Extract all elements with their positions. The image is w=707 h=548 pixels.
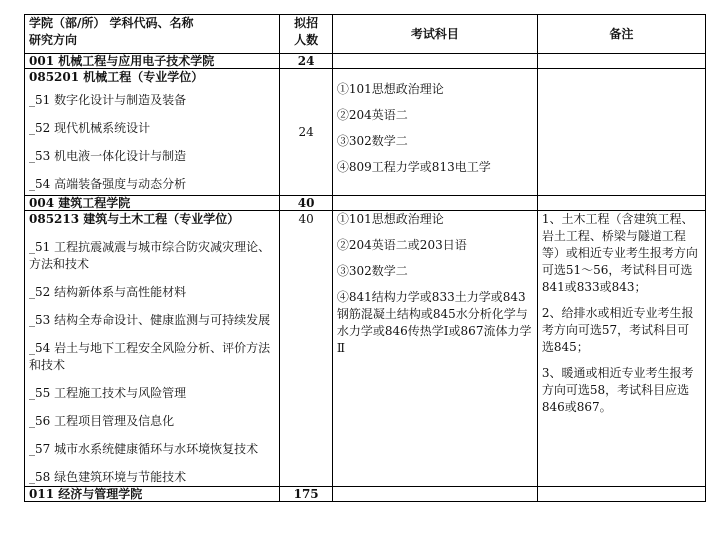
major-count: 24: [280, 69, 333, 196]
major-subjects: [332, 69, 537, 196]
direction-item: _53 机电液一体化设计与制造: [29, 149, 187, 163]
direction-item: _58 绿色建筑环境与节能技术: [29, 470, 187, 484]
note-item: 3、暖通或相近专业考生报考方向可选58，考试科目应选846或867。: [541, 366, 694, 414]
subject-item: ③302数学二: [336, 264, 408, 278]
direction-item: _54 岩土与地下工程安全风险分析、评价方法和技术: [29, 341, 271, 372]
major-cell: [25, 211, 280, 487]
major-count: 40: [280, 211, 333, 487]
school-row-011: [25, 487, 706, 502]
school-count: 24: [280, 54, 333, 69]
subject-item: ②204英语二或203日语: [336, 238, 467, 252]
header-count-line2: 人数: [294, 33, 319, 47]
direction-item: _57 城市水系统健康循环与水环境恢复技术: [29, 442, 259, 456]
school-count: 40: [280, 196, 333, 211]
header-program-line2: 研究方向: [29, 33, 78, 47]
header-program-line1: 学院（部/所） 学科代码、名称: [29, 16, 194, 30]
major-row-085201: [25, 69, 706, 196]
major-subjects: [332, 211, 537, 487]
direction-item: _53 结构全寿命设计、健康监测与可持续发展: [29, 313, 271, 327]
note-item: 2、给排水或相近专业考生报考方向可选57，考试科目可选845；: [541, 306, 694, 354]
direction-item: _52 现代机械系统设计: [29, 121, 151, 135]
school-count: 175: [280, 487, 333, 502]
header-notes: 备注: [537, 15, 705, 54]
subject-item: ④809工程力学或813电工学: [336, 160, 491, 174]
school-notes-empty: [537, 54, 705, 69]
header-program: [25, 15, 280, 54]
major-notes: [537, 211, 705, 487]
school-row-004: [25, 196, 706, 211]
school-subjects-empty: [332, 54, 537, 69]
subject-item: ①101思想政治理论: [336, 82, 444, 96]
school-name: 011 经济与管理学院: [25, 487, 280, 502]
direction-item: _56 工程项目管理及信息化: [29, 414, 175, 428]
subject-item: ③302数学二: [336, 134, 408, 148]
header-subjects: 考试科目: [332, 15, 537, 54]
direction-item: _51 工程抗震减震与城市综合防灾减灾理论、方法和技术: [29, 240, 271, 271]
header-count-line1: 拟招: [294, 16, 319, 30]
school-subjects-empty: [332, 196, 537, 211]
school-name: 004 建筑工程学院: [25, 196, 280, 211]
note-item: 1、土木工程（含建筑工程、岩土工程、桥梁与隧道工程等）或相近专业考生报考方向可选51～56，考试科目可选841或833或843；: [541, 212, 698, 294]
subject-item: ④841结构力学或833土力学或843钢筋混凝土结构或845水分析化学与水力学或846传热学Ⅰ或867流体力学Ⅱ: [336, 290, 532, 355]
school-notes-empty: [537, 196, 705, 211]
major-name: 085201 机械工程（专业学位）: [29, 70, 204, 84]
header-count: [280, 15, 333, 54]
subject-item: ①101思想政治理论: [336, 212, 444, 226]
subject-item: ②204英语二: [336, 108, 408, 122]
admissions-table: [24, 14, 706, 502]
direction-item: _55 工程施工技术与风险管理: [29, 386, 187, 400]
school-row-001: [25, 54, 706, 69]
major-notes-empty: [537, 69, 705, 196]
school-notes-empty: [537, 487, 705, 502]
school-name: 001 机械工程与应用电子技术学院: [25, 54, 280, 69]
major-cell: [25, 69, 280, 196]
table-header-row: [25, 15, 706, 54]
school-subjects-empty: [332, 487, 537, 502]
major-name: 085213 建筑与土木工程（专业学位）: [29, 212, 240, 226]
direction-item: _54 高端装备强度与动态分析: [29, 177, 187, 191]
direction-item: _51 数字化设计与制造及装备: [29, 93, 187, 107]
major-row-085213: [25, 211, 706, 487]
direction-item: _52 结构新体系与高性能材料: [29, 285, 187, 299]
